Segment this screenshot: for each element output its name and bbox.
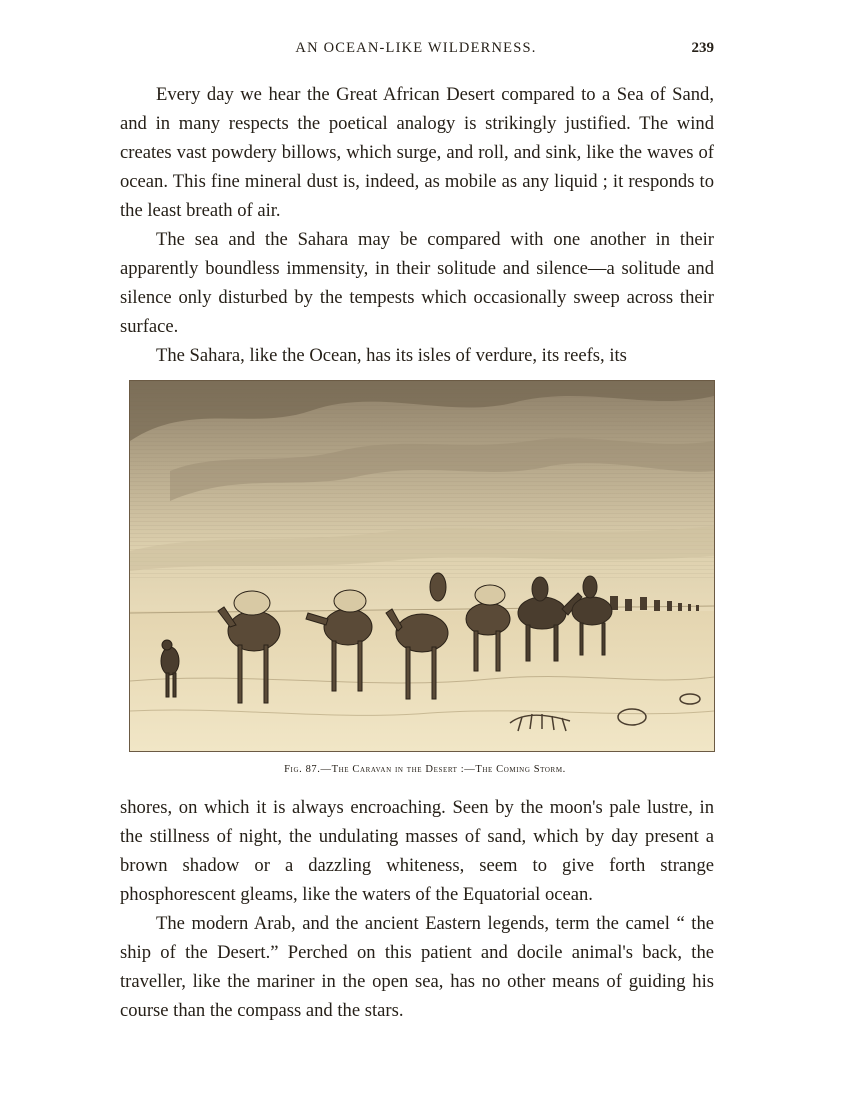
- paragraph: Every day we hear the Great African Desert compared to a Sea of Sand, and in many respects the poetical analogy is strikingly justified. The wind creates vast powdery billows, which surge, and roll, and sink, like the waves of ocean. This fine mineral dust is, indeed, as mobile as any liquid ; it responds to the least breath of air.: [120, 84, 714, 221]
- paragraph: The modern Arab, and the ancient Eastern legends, term the camel “ the ship of the Desert.” Perched on this patient and docile animal's back, the traveller, like the mariner in the open sea, has no other means of guiding his course than the compass and the stars.: [120, 913, 714, 1021]
- body-text-top: [120, 80, 714, 370]
- paragraph: shores, on which it is always encroaching. Seen by the moon's pale lustre, in the stillness of night, the undulating masses of sand, which by day present a brown shadow or a dazzling whiteness, seem to give forth strange phosphorescent gleams, like the waters of the Equatorial ocean.: [120, 797, 714, 905]
- page-number: 239: [691, 40, 714, 56]
- body-text-bottom: [120, 793, 714, 1025]
- figure-caption: Fig. 87.—The Caravan in the Desert :—The Coming Storm.: [284, 764, 566, 775]
- engraving-illustration-icon: [130, 381, 714, 751]
- paragraph: The Sahara, like the Ocean, has its isles of verdure, its reefs, its: [156, 345, 627, 366]
- running-head: AN OCEAN-LIKE WILDERNESS.: [295, 40, 537, 56]
- figure-illustration: [129, 380, 715, 752]
- paragraph: The sea and the Sahara may be compared with one another in their apparently boundless immensity, in their solitude and silence—a solitude and silence only disturbed by the tempests which occasionally sweep across their surface.: [120, 229, 714, 337]
- page-header: [118, 38, 714, 62]
